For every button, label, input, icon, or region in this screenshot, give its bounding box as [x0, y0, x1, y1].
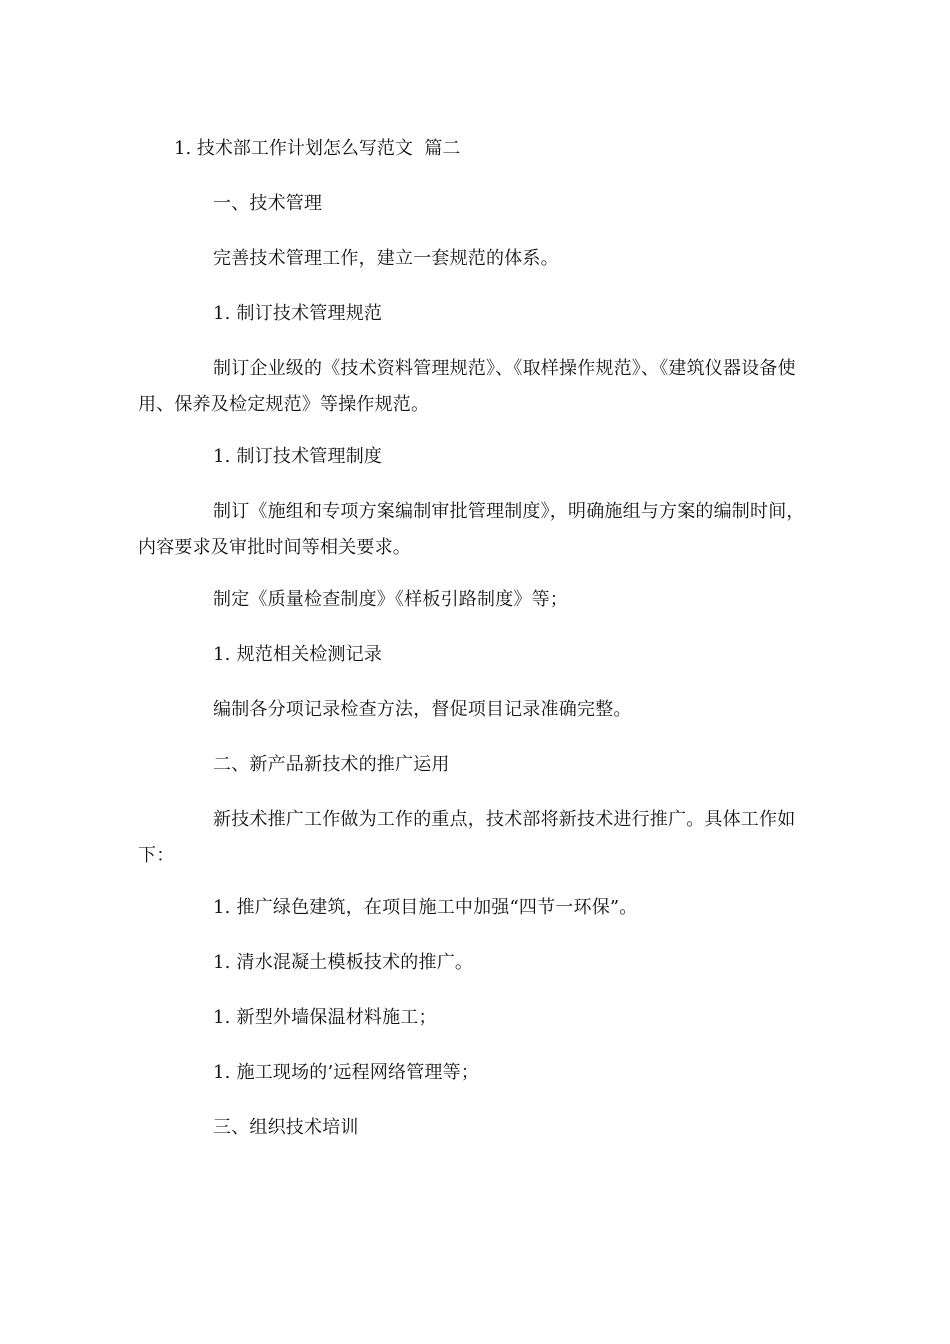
list-item: 1. 清水混凝土模板技术的推广。 [213, 952, 474, 973]
document-title: 1. 技术部工作计划怎么写范文 篇二 [174, 138, 461, 159]
section-heading-2: 二、新产品新技术的推广运用 [213, 754, 450, 775]
paragraph: 完善技术管理工作，建立一套规范的体系。 [213, 248, 559, 269]
paragraph: 制订《施组和专项方案编制审批管理制度》，明确施组与方案的编制时间，内容要求及审批时间等相关要求。 [138, 501, 805, 558]
paragraph: 制订企业级的《技术资料管理规范》、《取样操作规范》、《建筑仪器设备使用、保养及检定规范》等操作规范。 [138, 358, 796, 415]
list-item: 1. 制订技术管理规范 [213, 303, 383, 324]
list-item: 1. 推广绿色建筑，在项目施工中加强“四节一环保”。 [213, 897, 638, 918]
section-heading-1: 一、技术管理 [213, 193, 323, 214]
paragraph: 新技术推广工作做为工作的重点，技术部将新技术进行推广。具体工作如下： [138, 809, 796, 866]
list-item: 1. 新型外墙保温材料施工； [213, 1007, 437, 1028]
list-item: 1. 施工现场的’远程网络管理等； [213, 1062, 480, 1083]
section-heading-3: 三、组织技术培训 [213, 1117, 359, 1138]
paragraph: 制定《质量检查制度》《样板引路制度》等； [213, 589, 568, 610]
list-item: 1. 制订技术管理制度 [213, 446, 383, 467]
paragraph: 编制各分项记录检查方法，督促项目记录准确完整。 [213, 699, 632, 720]
list-item: 1. 规范相关检测记录 [213, 644, 383, 665]
